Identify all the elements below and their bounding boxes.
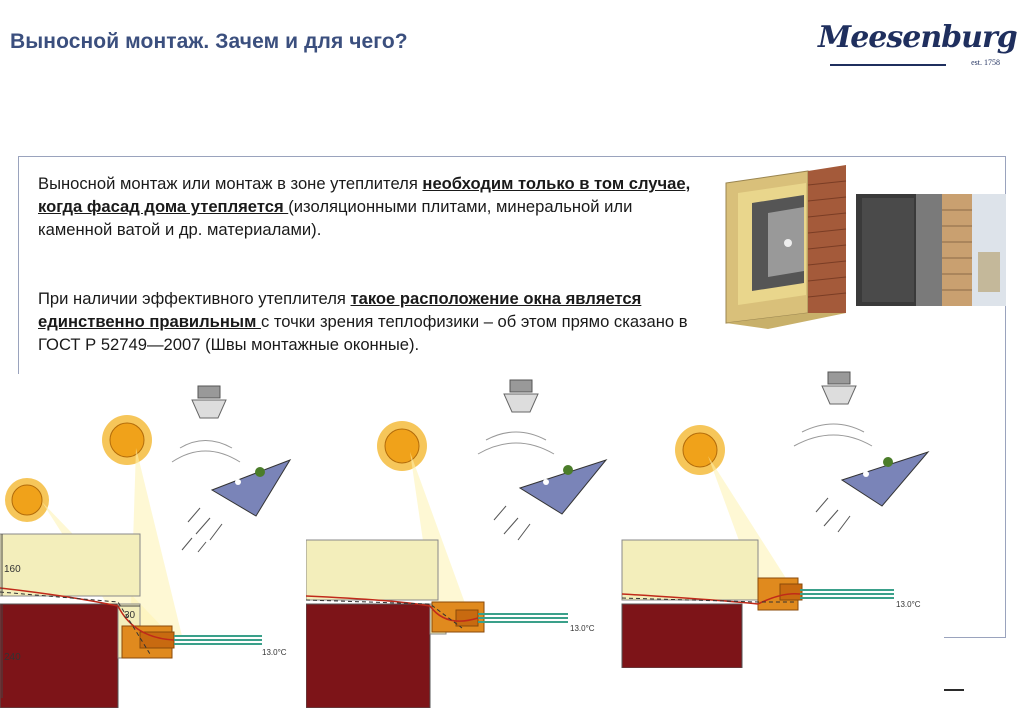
frame-top-border xyxy=(18,156,1006,157)
logo-underline xyxy=(830,64,946,66)
temperature-label: 13.0°C xyxy=(262,648,287,657)
sun-icon xyxy=(102,415,152,465)
thermal-diagram-2 xyxy=(306,378,626,708)
thermal-diagram-3 xyxy=(620,368,950,668)
sun-icon xyxy=(675,425,725,475)
window-installation-photo xyxy=(856,194,1006,306)
temperature-label: 13.0°C xyxy=(570,624,595,633)
logo-est: est. 1758 xyxy=(971,58,1000,67)
logo-wordmark: Meesenburg xyxy=(818,20,1017,55)
insulation-wall-illustration xyxy=(718,163,852,333)
wind-rain-triangle-icon xyxy=(212,460,290,516)
dim-label-top: 160 xyxy=(4,564,21,575)
dim-label-bottom: 240 xyxy=(4,652,21,663)
p2-end: с точки зрения теплофизики – об этом прямо сказано в ГОСТ Р 52749—2007 (Швы монтажные оконные). xyxy=(38,312,688,354)
paragraph-1 xyxy=(38,172,706,241)
frame-bottom-border xyxy=(944,637,1006,638)
sound-speaker-icon xyxy=(504,380,538,412)
sun-icon xyxy=(5,478,49,522)
sun-icon xyxy=(377,421,427,471)
dim-label-side: 30 xyxy=(124,610,136,621)
p2-start: При наличии эффективного утеплителя xyxy=(38,289,351,308)
paragraph-2 xyxy=(38,287,706,356)
frame-left-border xyxy=(18,156,19,374)
page-title: Выносной монтаж. Зачем и для чего? xyxy=(10,30,408,53)
p2-bold: такое расположение окна является единственно правильным xyxy=(38,289,642,331)
sound-speaker-icon xyxy=(822,372,856,404)
sound-speaker-icon xyxy=(192,386,226,418)
wind-rain-triangle-icon xyxy=(520,460,606,514)
thermal-diagram-1 xyxy=(0,378,300,708)
wind-rain-triangle-icon xyxy=(842,452,928,506)
p1-start: Выносной монтаж или монтаж в зоне утеплителя xyxy=(38,174,423,193)
temperature-label: 13.0°C xyxy=(896,600,921,609)
brand-logo xyxy=(818,20,1017,76)
p1-end: (изоляционными плитами, минеральной или каменной ватой и др. материалами). xyxy=(38,197,633,239)
footer-dash xyxy=(944,689,964,691)
p1-bold: необходим только в том случае, когда фасад дома утепляется xyxy=(38,174,691,216)
